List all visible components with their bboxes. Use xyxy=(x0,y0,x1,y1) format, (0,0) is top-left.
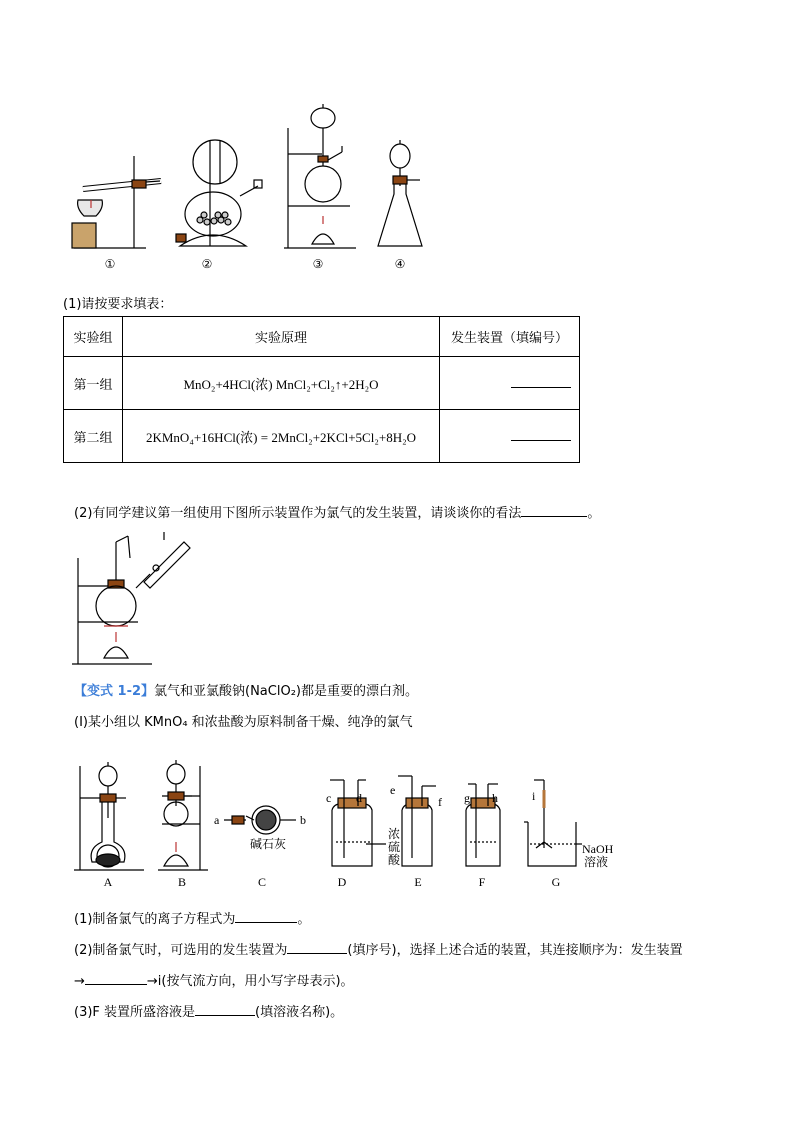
apparatus-E xyxy=(398,776,436,866)
variant-heading xyxy=(74,680,418,699)
sub-question-3-text: (3)F 装置所盛溶液是 xyxy=(74,1005,196,1020)
sub-question-3 xyxy=(74,1001,343,1020)
answer-blank-5[interactable] xyxy=(287,941,347,954)
question-2-end: 。 xyxy=(587,506,601,521)
apparatus-2 xyxy=(176,140,262,246)
port-a: a xyxy=(214,813,220,827)
port-g: g xyxy=(464,791,470,805)
variant-text: 氯气和亚氯酸钠(NaClO₂)都是重要的漂白剂。 xyxy=(154,684,418,699)
answer-blank-1[interactable] xyxy=(440,357,580,410)
sub-question-2-tail: →i(按气流方向，用小写字母表示)。 xyxy=(146,974,354,989)
apparatus-3 xyxy=(284,104,356,248)
c-reagent-label: 碱石灰 xyxy=(250,837,287,851)
fig3-label-F: F xyxy=(478,875,486,889)
sub-question-1 xyxy=(74,908,310,927)
fig3-label-G: G xyxy=(551,875,561,889)
table-header-apparatus: 发生装置（填编号） xyxy=(440,317,580,357)
table-cell-principle: 2KMnO₄+16HCl(浓) = 2MnCl₂+2KCl+5Cl₂+8H₂O xyxy=(123,410,440,463)
table-cell-principle: MnO₂+4HCl(浓) MnCl₂+Cl₂↑+2H₂O xyxy=(123,357,440,410)
apparatus-B xyxy=(158,760,208,870)
sub-question-3-end: (填溶液名称)。 xyxy=(255,1005,344,1020)
question-1-intro: (1)请按要求填表： xyxy=(63,297,173,312)
answer-blank-2[interactable] xyxy=(440,410,580,463)
sub-question-2-line2 xyxy=(74,970,354,989)
fig1-label-3: ③ xyxy=(312,257,324,271)
fig3-label-E: E xyxy=(414,875,422,889)
sub-question-1-text: (1)制备氯气的离子方程式为 xyxy=(74,912,236,927)
experiment-table xyxy=(63,316,580,463)
answer-blank-7[interactable] xyxy=(195,1003,255,1016)
port-h: h xyxy=(492,791,498,805)
variant-tag: 【变式 1-2】 xyxy=(74,684,155,699)
fig1-label-1: ① xyxy=(104,257,116,271)
table-cell-group: 第二组 xyxy=(64,410,123,463)
port-b: b xyxy=(300,813,306,827)
table-row xyxy=(64,410,580,463)
question-2 xyxy=(74,502,600,521)
apparatus-C xyxy=(224,806,296,834)
fig3-label-C: C xyxy=(257,875,267,889)
apparatus-figure-1 xyxy=(60,96,440,276)
d-reagent-text: 浓硫酸 xyxy=(388,827,401,867)
fig3-label-D: D xyxy=(337,875,347,889)
port-d: d xyxy=(356,791,362,805)
fig3-label-B: B xyxy=(177,875,187,889)
table-row xyxy=(64,357,580,410)
question-2-text: (2)有同学建议第一组使用下图所示装置作为氯气的发生装置，请谈谈你的看法 xyxy=(74,506,522,521)
sub-question-2-text: (2)制备氯气时，可选用的发生装置为 xyxy=(74,943,288,958)
port-c: c xyxy=(326,791,332,805)
answer-blank-3[interactable] xyxy=(521,504,587,517)
answer-blank-6[interactable] xyxy=(85,972,147,985)
apparatus-A xyxy=(74,762,144,870)
sub-question-2 xyxy=(74,939,683,958)
apparatus-4 xyxy=(378,140,422,246)
arrow-start: → xyxy=(74,974,85,989)
port-i: i xyxy=(532,789,536,803)
sub-question-2-mid: (填序号)，选择上述合适的装置，其连接顺序为：发生装置 xyxy=(347,943,683,958)
g-reagent-label-2: 溶液 xyxy=(584,855,609,869)
table-header-principle: 实验原理 xyxy=(123,317,440,357)
apparatus-figure-3 xyxy=(68,758,628,892)
sub-question-1-end: 。 xyxy=(297,912,311,927)
g-reagent-label-1: NaOH xyxy=(582,842,614,856)
apparatus-figure-2 xyxy=(68,528,218,670)
table-header-group: 实验组 xyxy=(64,317,123,357)
table-cell-group: 第一组 xyxy=(64,357,123,410)
apparatus-1 xyxy=(72,156,161,248)
port-e: e xyxy=(390,783,396,797)
port-f: f xyxy=(438,795,442,809)
part-1-intro: (I)某小组以 KMnO₄ 和浓盐酸为原料制备干燥、纯净的氯气 xyxy=(74,715,413,730)
fig1-label-2: ② xyxy=(201,257,213,271)
fig3-label-A: A xyxy=(103,875,113,889)
answer-blank-4[interactable] xyxy=(235,910,297,923)
fig1-label-4: ④ xyxy=(394,257,406,271)
